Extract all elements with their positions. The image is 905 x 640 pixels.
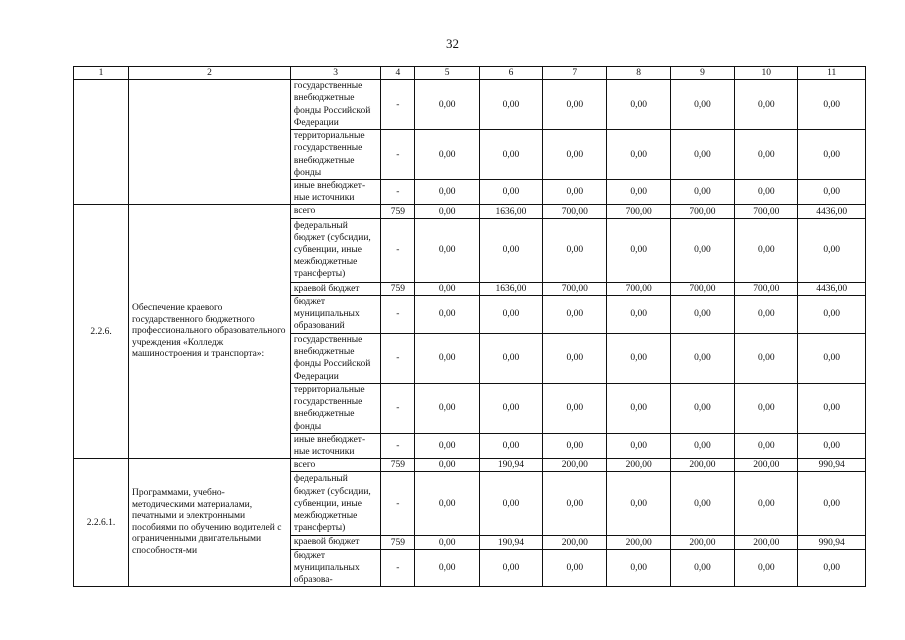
amount-cell: 200,00 [735,536,798,549]
funding-source: государственные внебюджетные фонды Российской Федерации [290,80,380,130]
amount-cell: 0,00 [415,536,479,549]
amount-cell: 0,00 [415,205,479,218]
amount-cell: 700,00 [607,205,670,218]
amount-cell: 0,00 [735,295,798,333]
budget-code: 759 [381,459,415,472]
amount-cell: 0,00 [607,383,670,433]
budget-code: - [381,383,415,433]
amount-cell: 0,00 [670,80,734,130]
amount-cell: 0,00 [798,130,866,180]
amount-cell: 700,00 [607,282,670,295]
amount-cell: 0,00 [798,333,866,383]
amount-cell: 0,00 [479,333,542,383]
amount-cell: 700,00 [670,282,734,295]
item-code [74,80,129,205]
amount-cell: 0,00 [798,80,866,130]
budget-table [73,66,866,587]
amount-cell: 0,00 [543,549,607,587]
amount-cell: 0,00 [670,433,734,458]
page-number: 32 [446,36,459,51]
amount-cell: 0,00 [670,383,734,433]
budget-code: - [381,433,415,458]
amount-cell: 990,94 [798,459,866,472]
amount-cell: 0,00 [543,295,607,333]
amount-cell: 0,00 [607,80,670,130]
budget-code: 759 [381,282,415,295]
amount-cell: 4436,00 [798,205,866,218]
amount-cell: 200,00 [670,459,734,472]
amount-cell: 200,00 [543,536,607,549]
amount-cell: 0,00 [415,80,479,130]
amount-cell: 0,00 [670,180,734,205]
amount-cell: 700,00 [670,205,734,218]
column-header-row [74,67,866,80]
amount-cell: 0,00 [607,472,670,536]
amount-cell: 0,00 [479,549,542,587]
amount-cell: 0,00 [607,218,670,282]
amount-cell: 0,00 [543,80,607,130]
amount-cell: 0,00 [415,333,479,383]
budget-code: 759 [381,205,415,218]
funding-source: территориальные государственные внебюджетные фонды [290,383,380,433]
amount-cell: 0,00 [798,433,866,458]
amount-cell: 0,00 [479,180,542,205]
budget-code: - [381,549,415,587]
amount-cell: 0,00 [735,472,798,536]
amount-cell: 0,00 [543,433,607,458]
amount-cell: 0,00 [415,459,479,472]
column-header: 3 [290,67,380,80]
budget-code: 759 [381,536,415,549]
amount-cell: 0,00 [543,218,607,282]
amount-cell: 0,00 [415,549,479,587]
amount-cell: 0,00 [607,433,670,458]
amount-cell: 0,00 [479,130,542,180]
amount-cell: 0,00 [479,383,542,433]
amount-cell: 0,00 [735,333,798,383]
column-header: 5 [415,67,479,80]
column-header: 4 [381,67,415,80]
amount-cell: 200,00 [543,459,607,472]
amount-cell: 0,00 [798,180,866,205]
funding-source: федеральный бюджет (субсидии, субвенции, иные межбюджетные трансферты) [290,472,380,536]
amount-cell: 200,00 [670,536,734,549]
amount-cell: 0,00 [735,80,798,130]
amount-cell: 0,00 [415,295,479,333]
amount-cell: 700,00 [543,282,607,295]
amount-cell: 1636,00 [479,205,542,218]
amount-cell: 0,00 [415,282,479,295]
funding-source: бюджет муниципальных образований [290,295,380,333]
amount-cell: 0,00 [670,472,734,536]
amount-cell: 0,00 [735,218,798,282]
amount-cell: 200,00 [607,536,670,549]
amount-cell: 190,94 [479,459,542,472]
budget-code: - [381,472,415,536]
amount-cell: 0,00 [670,295,734,333]
amount-cell: 0,00 [670,130,734,180]
amount-cell: 0,00 [798,549,866,587]
budget-code: - [381,333,415,383]
budget-code: - [381,218,415,282]
amount-cell: 0,00 [543,383,607,433]
amount-cell: 0,00 [735,383,798,433]
amount-cell: 0,00 [543,472,607,536]
budget-code: - [381,80,415,130]
amount-cell: 0,00 [607,180,670,205]
budget-code: - [381,295,415,333]
funding-source: всего [290,459,380,472]
amount-cell: 0,00 [798,472,866,536]
item-code: 2.2.6. [74,205,129,459]
table-row [74,80,866,130]
funding-source: федеральный бюджет (субсидии, субвенции, иные межбюджетные трансферты) [290,218,380,282]
amount-cell: 0,00 [415,218,479,282]
column-header: 2 [129,67,291,80]
amount-cell: 0,00 [543,180,607,205]
amount-cell: 700,00 [735,282,798,295]
amount-cell: 0,00 [735,549,798,587]
amount-cell: 0,00 [479,218,542,282]
item-code: 2.2.6.1. [74,459,129,587]
budget-code: - [381,180,415,205]
column-header: 7 [543,67,607,80]
amount-cell: 0,00 [543,130,607,180]
table-row [74,205,866,218]
amount-cell: 0,00 [607,295,670,333]
funding-source: бюджет муниципальных образова- [290,549,380,587]
column-header: 9 [670,67,734,80]
amount-cell: 0,00 [670,549,734,587]
amount-cell: 190,94 [479,536,542,549]
amount-cell: 0,00 [415,180,479,205]
amount-cell: 0,00 [543,333,607,383]
amount-cell: 0,00 [415,383,479,433]
funding-source: иные внебюджет-ные источники [290,433,380,458]
funding-source: всего [290,205,380,218]
amount-cell: 0,00 [607,549,670,587]
funding-source: краевой бюджет [290,536,380,549]
amount-cell: 0,00 [798,295,866,333]
amount-cell: 0,00 [798,218,866,282]
amount-cell: 0,00 [607,333,670,383]
amount-cell: 0,00 [415,433,479,458]
amount-cell: 4436,00 [798,282,866,295]
funding-source: иные внебюджет-ные источники [290,180,380,205]
amount-cell: 0,00 [479,472,542,536]
amount-cell: 0,00 [479,80,542,130]
amount-cell: 0,00 [479,295,542,333]
column-header: 10 [735,67,798,80]
table-row [74,459,866,472]
amount-cell: 0,00 [735,433,798,458]
amount-cell: 1636,00 [479,282,542,295]
amount-cell: 0,00 [415,130,479,180]
amount-cell: 0,00 [670,333,734,383]
amount-cell: 200,00 [735,459,798,472]
amount-cell: 0,00 [607,130,670,180]
amount-cell: 0,00 [670,218,734,282]
item-name: Программами, учебно-методическими материалами, печатными и электронными пособиями по обучению водителей с ограниченными двигательными способностя-ми [129,459,291,587]
amount-cell: 990,94 [798,536,866,549]
amount-cell: 0,00 [415,472,479,536]
amount-cell: 0,00 [735,130,798,180]
column-header: 11 [798,67,866,80]
budget-code: - [381,130,415,180]
amount-cell: 0,00 [479,433,542,458]
funding-source: краевой бюджет [290,282,380,295]
column-header: 8 [607,67,670,80]
funding-source: территориальные государственные внебюджетные фонды [290,130,380,180]
amount-cell: 0,00 [798,383,866,433]
amount-cell: 200,00 [607,459,670,472]
item-name: Обеспечение краевого государственного бюджетного профессионального образовательного учреждения «Колледж машиностроения и транспорта»: [129,205,291,459]
amount-cell: 0,00 [735,180,798,205]
item-name [129,80,291,205]
column-header: 1 [74,67,129,80]
column-header: 6 [479,67,542,80]
amount-cell: 700,00 [543,205,607,218]
funding-source: государственные внебюджетные фонды Российской Федерации [290,333,380,383]
amount-cell: 700,00 [735,205,798,218]
